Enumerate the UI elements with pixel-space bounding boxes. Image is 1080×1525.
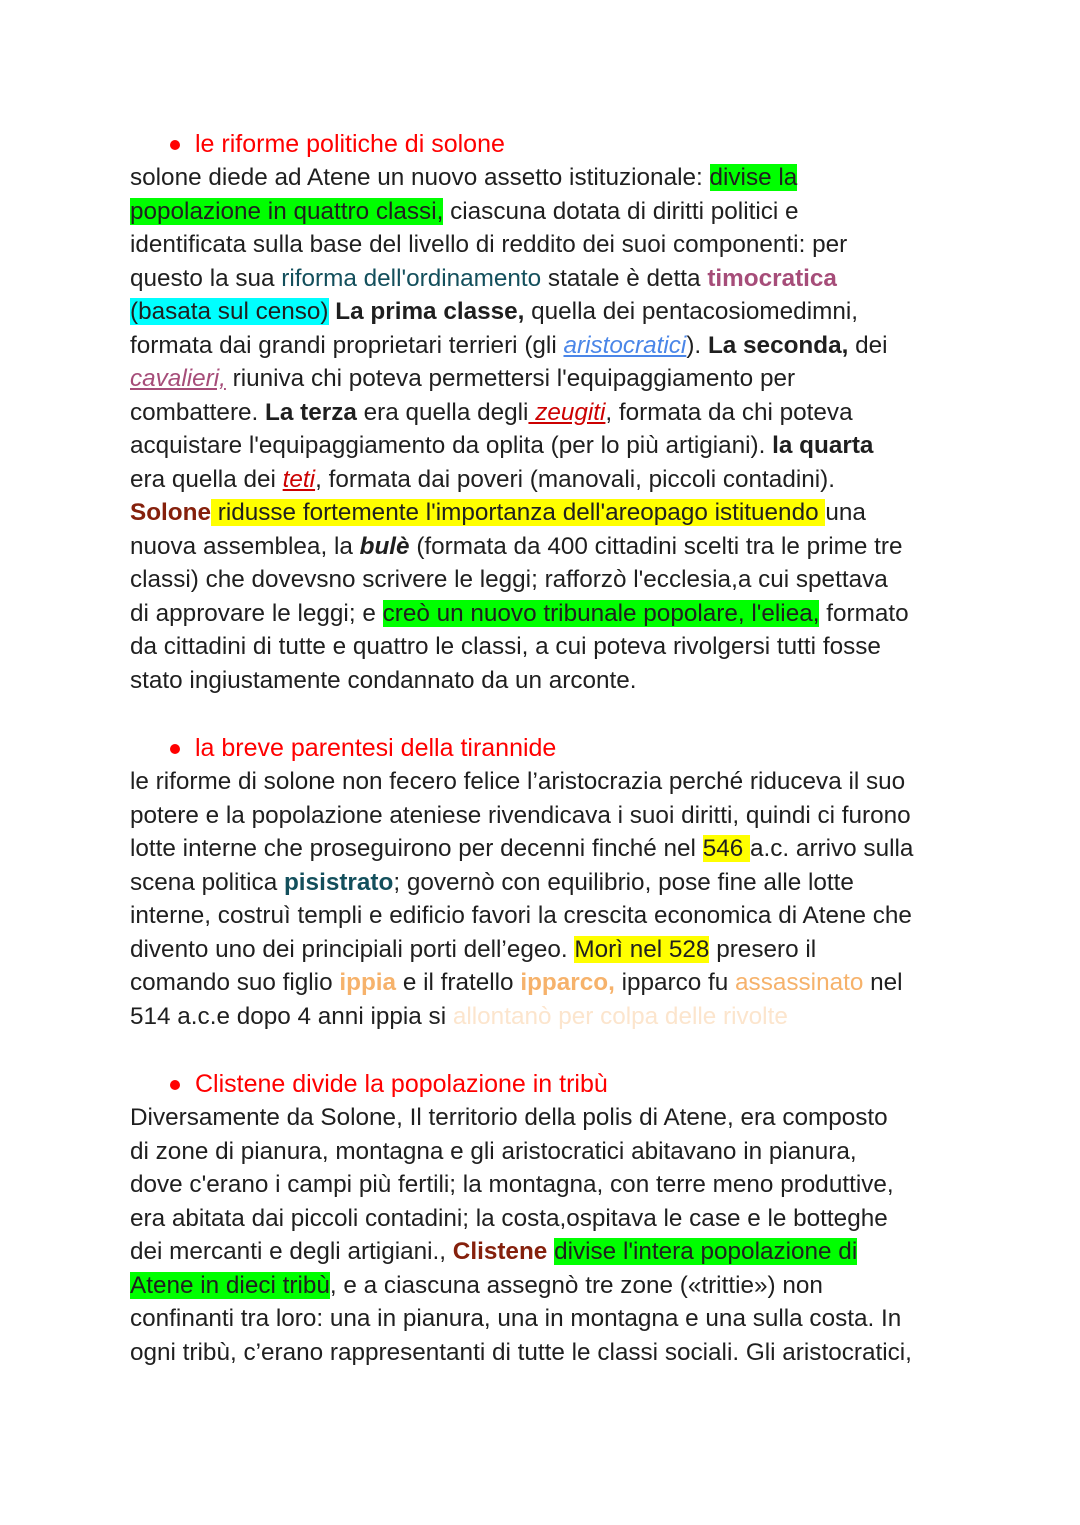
text-run: questo la sua — [130, 264, 282, 292]
bold-term: La prima classe, — [335, 298, 525, 325]
text-run: identificata sulla base del livello di reddito dei suoi componenti: per — [130, 231, 848, 258]
link-cavalieri[interactable]: cavalieri, — [130, 365, 226, 392]
text-run: 514 a.c.e dopo 4 anni ippia si — [130, 1002, 453, 1030]
text-run: ogni tribù, c’erano rappresentanti di tutte le classi sociali. Gli aristocratici, — [130, 1338, 912, 1366]
text-run: nuova assemblea, la — [130, 532, 360, 560]
text-line — [130, 1168, 960, 1202]
keyword-solone: Solone — [130, 499, 211, 526]
text-run: era quella dei — [130, 465, 283, 493]
text-line — [130, 1302, 960, 1336]
text-run: ; governò con equilibrio, pose fine alle lotte — [393, 868, 854, 896]
text-line — [130, 262, 960, 296]
heading-text: Clistene divide la popolazione in tribù — [195, 1070, 608, 1098]
highlight-green: popolazione in quattro classi, — [130, 197, 444, 225]
text-run: (formata da 400 cittadini scelti tra le prime tre — [409, 532, 903, 560]
keyword-timocratica: timocratica — [707, 264, 837, 292]
text-line — [130, 563, 960, 597]
text-line — [130, 429, 960, 463]
text-run: formato — [819, 599, 909, 627]
highlight-green: Atene in dieci tribù — [130, 1271, 330, 1299]
text-line — [130, 1269, 960, 1303]
text-line — [130, 866, 960, 900]
highlight-green: divise la — [709, 164, 798, 191]
text-line — [130, 933, 960, 967]
highlight-cyan: (basata sul censo) — [130, 298, 329, 325]
colored-term: riforma dell'ordinamento — [281, 264, 542, 292]
text-run: combattere. — [130, 398, 266, 426]
text-line — [130, 161, 960, 195]
highlight-green: divise l'intera popolazione di — [554, 1238, 858, 1265]
text-run: da cittadini di tutte e quattro le classi, a cui poteva rivolgersi tutti fosse — [130, 633, 881, 660]
text-run: era quella degli — [356, 398, 529, 426]
section-solone-reforms — [130, 128, 960, 697]
bold-italic-term: bulè — [359, 532, 410, 560]
text-line — [130, 228, 960, 262]
text-line — [130, 195, 960, 229]
colored-term: allontanò per colpa delle rivolte — [452, 1002, 788, 1030]
text-run: acquistare l'equipaggiamento da oplita (per lo più artigiani). — [130, 432, 773, 459]
text-run: Diversamente da Solone, Il territorio della polis di Atene, era composto — [130, 1104, 888, 1131]
keyword-pisistrato: pisistrato — [283, 868, 394, 896]
text-run: scena politica — [130, 868, 284, 896]
text-line — [130, 1202, 960, 1236]
highlight-yellow: Morì nel 528 — [574, 935, 710, 963]
text-run: dei — [848, 331, 888, 359]
text-run: formata dai grandi proprietari terrieri (gli — [130, 331, 564, 359]
text-run: le riforme di solone non fecero felice l’aristocrazia perché riduceva il suo — [130, 768, 906, 795]
text-run: ). — [686, 331, 708, 359]
text-run: ciascuna dotata di diritti politici e — [443, 197, 799, 225]
text-line — [130, 765, 960, 799]
text-line — [130, 530, 960, 564]
highlight-green: creò un nuovo tribunale popolare, l'eliea, — [382, 599, 820, 627]
text-run: e il fratello — [396, 969, 521, 996]
text-line — [130, 496, 960, 530]
text-run: divento uno dei principiali porti dell’egeo. — [130, 935, 575, 963]
text-run: presero il — [709, 935, 817, 963]
text-run: stato ingiustamente condannato da un arconte. — [130, 666, 637, 694]
text-line — [130, 1235, 960, 1269]
heading-text: la breve parentesi della tirannide — [195, 734, 557, 762]
text-line — [130, 597, 960, 631]
text-run: solone diede ad Atene un nuovo assetto istituzionale: — [130, 164, 710, 191]
text-line — [130, 899, 960, 933]
text-run: quella dei pentacosiomedimni, — [524, 298, 858, 325]
text-run: confinanti tra loro: una in pianura, una in montagna e una sulla costa. In — [130, 1305, 902, 1332]
text-run: di zone di pianura, montagna e gli aristocratici abitavano in pianura, — [130, 1137, 857, 1165]
colored-term: assassinato — [735, 969, 864, 996]
text-line — [130, 630, 960, 664]
highlight-yellow: ridusse fortemente l'importanza dell'areopago istituendo — [211, 499, 826, 526]
keyword-ippia: ippia — [339, 969, 397, 996]
bullet-icon — [170, 744, 180, 754]
text-run: dove c'erano i campi più fertili; la montagna, con terre meno produttive, — [130, 1171, 894, 1198]
text-run: , formata dai poveri (manovali, piccoli contadini). — [315, 465, 835, 493]
paragraph — [130, 1101, 960, 1369]
text-run: classi) che dovevsno scrivere le leggi; rafforzò l'ecclesia,a cui spettava — [130, 566, 888, 593]
text-run: dei mercanti e degli artigiani., — [130, 1238, 453, 1265]
bold-term: la quarta — [772, 432, 874, 459]
text-line — [130, 295, 960, 329]
keyword-clistene: Clistene — [452, 1238, 548, 1265]
text-line — [130, 463, 960, 497]
text-run: ipparco fu — [614, 969, 736, 996]
highlight-yellow: 546 — [702, 835, 751, 862]
paragraph — [130, 765, 960, 1033]
bold-term: La seconda, — [707, 331, 849, 359]
text-run: nel — [863, 969, 903, 996]
text-line — [130, 1336, 960, 1370]
bullet-icon — [170, 1080, 180, 1090]
text-run: , formata da chi poteva — [605, 398, 853, 426]
text-line — [130, 799, 960, 833]
text-line — [130, 664, 960, 698]
text-run: riuniva chi poteva permettersi l'equipaggiamento per — [225, 365, 796, 392]
section-heading — [130, 128, 960, 161]
text-line — [130, 966, 960, 1000]
text-run: statale è detta — [541, 264, 708, 292]
text-line — [130, 396, 960, 430]
link-teti[interactable]: teti — [282, 465, 316, 493]
text-line — [130, 329, 960, 363]
text-line — [130, 1000, 960, 1034]
text-run: una — [825, 499, 866, 526]
text-line — [130, 1135, 960, 1169]
text-line — [130, 1101, 960, 1135]
text-run: lotte interne che proseguirono per decenni finché nel — [130, 835, 703, 862]
heading-text: le riforme politiche di solone — [195, 130, 505, 158]
text-run: di approvare le leggi; e — [130, 599, 383, 627]
text-run: interne, costruì templi e edificio favori la crescita economica di Atene che — [130, 902, 912, 929]
text-line — [130, 362, 960, 396]
section-heading — [130, 1068, 960, 1101]
section-clistene — [130, 1068, 960, 1369]
keyword-ipparco: ipparco, — [520, 969, 615, 996]
section-tirannide — [130, 732, 960, 1033]
text-run: comando suo figlio — [130, 969, 340, 996]
bold-term: La terza — [265, 398, 357, 426]
link-zeugiti[interactable]: zeugiti — [528, 398, 606, 426]
link-aristocratici[interactable]: aristocratici — [563, 331, 687, 359]
section-heading — [130, 732, 960, 765]
text-run: era abitata dai piccoli contadini; la costa,ospitava le case e le botteghe — [130, 1204, 888, 1232]
paragraph — [130, 161, 960, 697]
bullet-icon — [170, 140, 180, 150]
text-line — [130, 832, 960, 866]
text-run: a.c. arrivo sulla — [750, 835, 914, 862]
text-run: , e a ciascuna assegnò tre zone («trittie») non — [329, 1271, 823, 1299]
text-run: potere e la popolazione ateniese rivendicava i suoi diritti, quindi ci furono — [130, 801, 911, 829]
